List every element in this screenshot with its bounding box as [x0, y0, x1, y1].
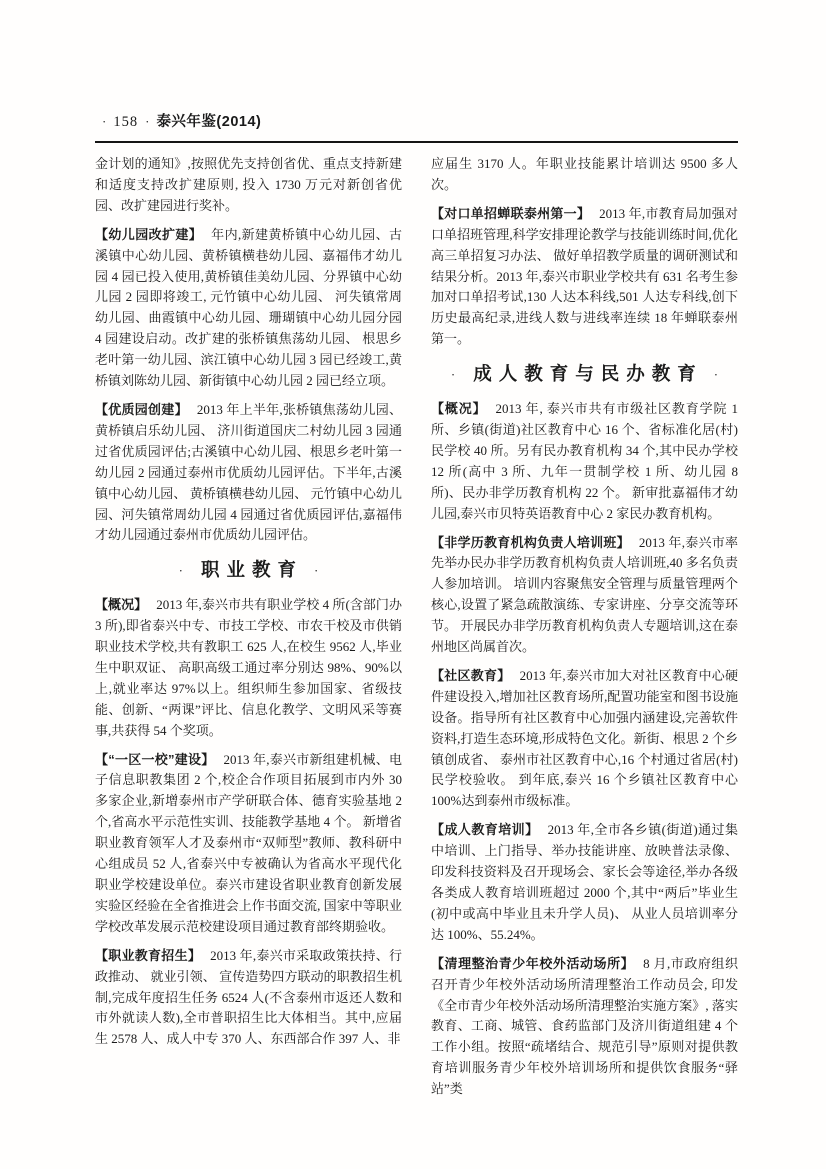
- entry-paragraph: [95, 750, 402, 938]
- column-right: [431, 154, 738, 1100]
- entry-body: 2013 年上半年,张桥镇焦荡幼儿园、黄桥镇启乐幼儿园、 济川街道国庆二村幼儿园 3 园通过省优质园评估;古溪镇中心幼儿园、根思乡老叶第一幼儿园 2 园通过泰州市优质幼儿园评估。下半年,古溪镇中心幼儿园、 黄桥镇横巷幼儿园、 元竹镇中心幼儿园、河失镇常周幼儿园 4 园通过省优质园评估,嘉福伟才幼儿园通过泰州市优质幼儿园评估。: [95, 401, 402, 543]
- entry-heading: 【幼儿园改扩建】: [95, 226, 203, 242]
- entry-heading: 【对口单招蝉联泰州第一】: [431, 205, 591, 221]
- entry-paragraph: [431, 204, 738, 350]
- section-title: 成人教育与民办教育: [473, 365, 703, 386]
- entry-heading: 【概况】: [95, 597, 148, 613]
- entry-paragraph: [95, 595, 402, 741]
- entry-heading: 【成人教育培训】: [431, 822, 539, 838]
- entry-body: 2013 年,泰兴市率先举办民办非学历教育机构负责人培训班,40 多名负责人参加培训。 培训内容聚焦安全管理与质量管理两个核心,设置了紧急疏散演练、专家讲座、分享交流等环节。 开展民办非学历教育机构负责人专题培训,这在泰州地区尚属首次。: [431, 534, 738, 655]
- continuation-paragraph: [431, 154, 738, 196]
- column-left: [95, 154, 402, 1100]
- entry-body: 2013 年, 泰兴市共有市级社区教育学院 1 所、乡镇(街道)社区教育中心 16 个、省标准化居(村)民学校 40 所。另有民办教育机构 34 个,其中民办学校 12 所(高中 3 所、九年一贯制学校 1 所、幼儿园 8 所)、民办非学历教育机构 22 个。 新审批嘉福伟才幼儿园,泰兴市贝特英语教育中心 2 家民办教育机构。: [431, 401, 738, 521]
- section-heading-vocational-education: [95, 561, 402, 582]
- entry-paragraph: [431, 954, 738, 1100]
- page-number: 158: [113, 114, 139, 130]
- entry-heading: 【社区教育】: [431, 667, 511, 683]
- section-heading-adult-private-education: [431, 365, 738, 386]
- continuation-paragraph: [95, 154, 402, 217]
- book-title: 泰兴年鉴(2014): [156, 114, 262, 130]
- entry-heading: 【清理整治青少年校外活动场所】: [431, 955, 635, 971]
- entry-heading: 【“一区一校”建设】: [95, 751, 215, 767]
- entry-paragraph: [95, 946, 402, 1051]
- entry-paragraph: [431, 533, 738, 658]
- entry-paragraph: [95, 400, 402, 546]
- entry-heading: 【非学历教育机构负责人培训班】: [431, 534, 630, 550]
- section-dot-right: ·: [713, 367, 719, 383]
- section-dot-left: ·: [450, 367, 456, 383]
- entry-body: 2013 年,泰兴市新组建机械、电子信息职教集团 2 个,校企合作项目拓展到市内外 30 多家企业,新增泰州市产学研联合体、德育实验基地 2 个,省高水平示范性实训、技能教学基地 4 个。 新增省职业教育领军人才及泰州市“双师型”教师、教科研中心组成员 52 人,省泰兴中专被确认为省高水平现代化职业学校建设单位。泰兴市建设省职业教育创新发展实验区经验在全省推进会上作书面交流, 国家中等职业学校改革发展示范校建设项目通过教育部终期验收。: [95, 751, 402, 934]
- paragraph-text: 金计划的通知》,按照优先支持创省优、重点支持新建和适度支持改扩建原则, 投入 1730 万元对新创省优园、改扩建园进行奖补。: [95, 156, 402, 213]
- section-title: 职业教育: [200, 561, 303, 582]
- page-header: [95, 112, 738, 143]
- section-dot-right: ·: [314, 563, 319, 579]
- entry-paragraph: [431, 820, 738, 945]
- section-dot-left: ·: [178, 563, 183, 579]
- entry-heading: 【概况】: [431, 401, 487, 417]
- header-dot-right: ·: [145, 114, 150, 129]
- entry-body: 2013 年,市教育局加强对口单招班管理,科学安排理论教学与技能训练时间,优化高三单招复习办法、 做好单招教学质量的调研测试和结果分析。2013 年,泰兴市职业学校共有 631 名考生参加对口单招考试,130 人达本科线,501 人达专科线,创下历史最高纪录,进线人数与进线率连续 18 年蝉联泰州第一。: [431, 205, 738, 347]
- entry-body: 8 月,市政府组织召开青少年校外活动场所清理整治工作动员会, 印发《全市青少年校外活动场所清理整治实施方案》, 落实教育、工商、城管、食药监部门及济川街道组建 4 个工作小组。按照“疏堵结合、规范引导”原则对提供教育培训服务青少年校外培训场所和提供饮食服务“驿站”类: [431, 955, 738, 1097]
- entry-body: 年内,新建黄桥镇中心幼儿园、古溪镇中心幼儿园、黄桥镇横巷幼儿园、嘉福伟才幼儿园 4 园已投入使用,黄桥镇佳美幼儿园、分界镇中心幼儿园 2 园即将竣工, 元竹镇中心幼儿园、 河失镇常周幼儿园、曲霞镇中心幼儿园、珊瑚镇中心幼儿园分园 4 园建设启动。改扩建的张桥镇焦荡幼儿园、 根思乡老叶第一幼儿园、滨江镇中心幼儿园 3 园已经竣工,黄桥镇刘陈幼儿园、新街镇中心幼儿园 2 园已经立项。: [95, 226, 402, 389]
- entry-paragraph: [95, 225, 402, 392]
- entry-body: 2013 年,泰兴市加大对社区教育中心硬件建设投入,增加社区教育场所,配置功能室和图书设施设备。指导所有社区教育中心加强内涵建设,完善软件资料,打造生态环境,形成特色文化。新街、根思 2 个乡镇创成省、 泰州市社区教育中心,16 个村通过省居(村)民学校验收。 到年底,泰兴 16 个乡镇社区教育中心 100%达到泰州市级标准。: [431, 667, 738, 809]
- header-dot-left: ·: [102, 114, 107, 129]
- entry-heading: 【优质园创建】: [95, 401, 188, 417]
- entry-paragraph: [431, 666, 738, 812]
- text-area: [95, 112, 738, 1100]
- two-column-layout: [95, 154, 738, 1100]
- entry-paragraph: [431, 399, 738, 524]
- entry-body: 2013 年,泰兴市采取政策扶持、行政推动、 就业引领、 宣传造势四方联动的职教招生机制,完成年度招生任务 6524 人(不含泰州市返还人数和市外就读人数),全市普职招生比大体相当。其中,应届生 2578 人、成人中专 370 人、东西部合作 397 人、非: [95, 947, 402, 1047]
- entry-body: 2013 年,泰兴市共有职业学校 4 所(含部门办 3 所),即省泰兴中专、市技工学校、市农干校及市供销职业技术学校,共有教职工 625 人,在校生 9562 人,毕业生中职双证、 高职高级工通过率分别达 98%、90%以上,就业率达 97%以上。组织师生参加国家、省级技能、创新、“两课”评比、信息化教学、文明风采等赛事,共获得 54 个奖项。: [95, 597, 402, 738]
- paragraph-text: 应届生 3170 人。年职业技能累计培训达 9500 多人次。: [431, 156, 738, 192]
- entry-heading: 【职业教育招生】: [95, 947, 202, 963]
- entry-body: 2013 年,全市各乡镇(街道)通过集中培训、上门指导、举办技能讲座、放映普法录像、印发科技资料及召开现场会、家长会等途径,举办各级各类成人教育培训班超过 2000 个,其中“两后”毕业生(初中或高中毕业且未升学人员)、 从业人员培训率分达 100%、55.24%。: [431, 822, 738, 942]
